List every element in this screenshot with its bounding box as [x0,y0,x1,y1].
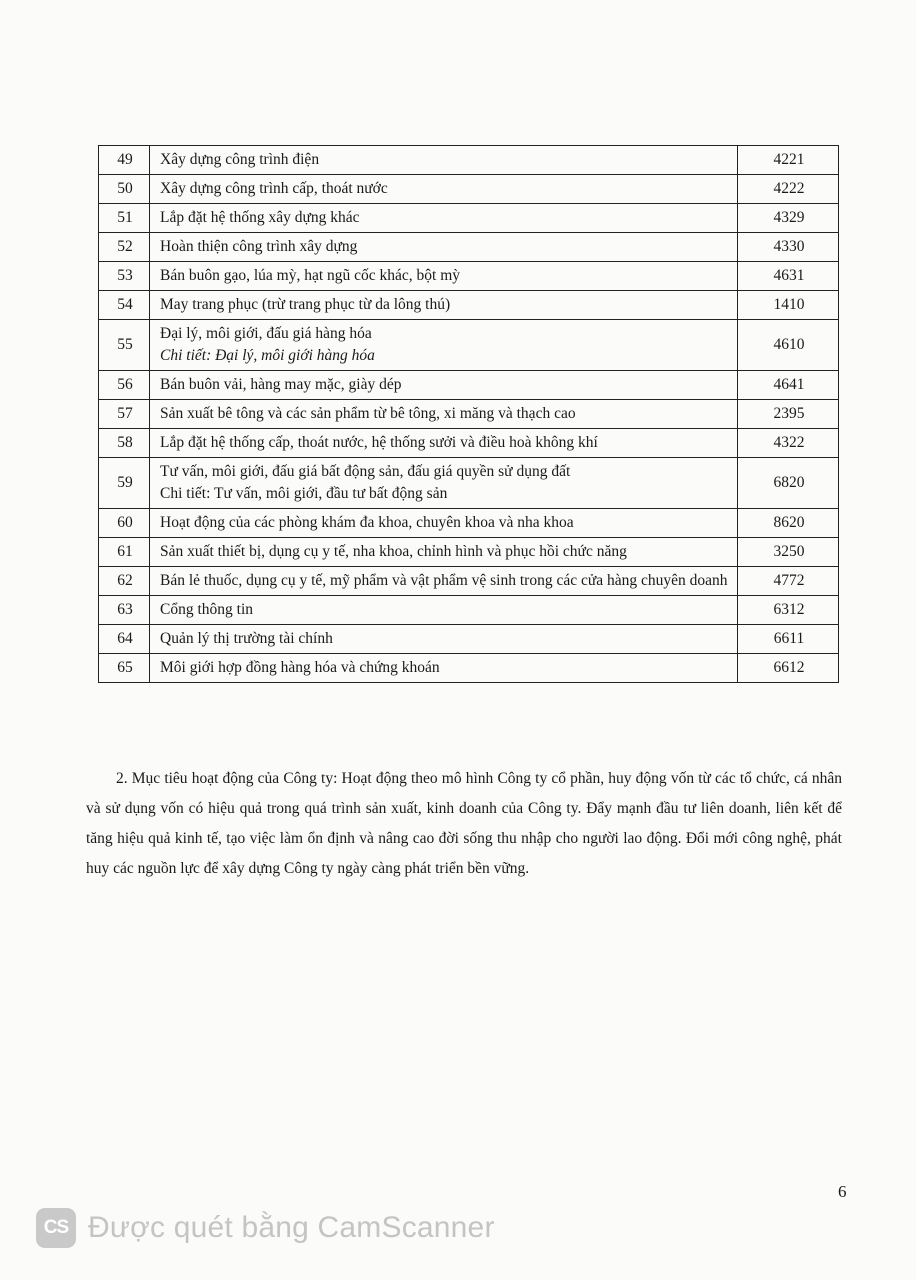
activity-code: 3250 [738,538,839,567]
table-row [99,262,839,291]
activity-code: 4222 [738,175,839,204]
row-number: 52 [99,233,150,262]
activity-code: 4322 [738,429,839,458]
activity-line: Sản xuất thiết bị, dụng cụ y tế, nha khoa, chỉnh hình và phục hồi chức năng [160,543,627,560]
table-row [99,233,839,262]
activity-line: Tư vấn, môi giới, đấu giá bất động sản, đấu giá quyền sử dụng đất [160,463,571,480]
activity-code: 4221 [738,146,839,175]
table-row [99,291,839,320]
table-row [99,204,839,233]
table-row [99,429,839,458]
activity-line: Lắp đặt hệ thống cấp, thoát nước, hệ thống sưởi và điều hoà không khí [160,434,598,451]
activity-line: Đại lý, môi giới, đấu giá hàng hóa [160,325,372,342]
row-number: 49 [99,146,150,175]
activity-line: May trang phục (trừ trang phục từ da lông thú) [160,296,451,313]
activity-name [150,654,738,683]
activity-line: Xây dựng công trình cấp, thoát nước [160,180,388,197]
row-number: 56 [99,371,150,400]
row-number: 53 [99,262,150,291]
activity-name [150,175,738,204]
activity-line: Bán buôn gạo, lúa mỳ, hạt ngũ cốc khác, bột mỳ [160,267,461,284]
activity-code: 4329 [738,204,839,233]
activity-line: Lắp đặt hệ thống xây dựng khác [160,209,360,226]
activity-code: 4772 [738,567,839,596]
activity-line: Hoàn thiện công trình xây dựng [160,238,358,255]
activity-code: 4330 [738,233,839,262]
table-row [99,625,839,654]
table-row [99,400,839,429]
activity-line: Chi tiết: Tư vấn, môi giới, đầu tư bất động sản [160,485,448,502]
activity-name [150,400,738,429]
row-number: 51 [99,204,150,233]
activity-name [150,291,738,320]
row-number: 62 [99,567,150,596]
table-row [99,146,839,175]
activity-line: Hoạt động của các phòng khám đa khoa, chuyên khoa và nha khoa [160,514,574,531]
activity-name [150,233,738,262]
camscanner-watermark [36,1204,495,1252]
table-row [99,320,839,371]
camscanner-logo-icon: CS [36,1208,76,1248]
activity-code: 6820 [738,458,839,509]
activity-code: 2395 [738,400,839,429]
activity-code: 8620 [738,509,839,538]
activity-name [150,538,738,567]
table-row [99,538,839,567]
activity-name [150,146,738,175]
row-number: 55 [99,320,150,371]
row-number: 50 [99,175,150,204]
row-number: 54 [99,291,150,320]
activity-code: 6611 [738,625,839,654]
row-number: 58 [99,429,150,458]
table-body [99,146,839,683]
activity-detail: Chi tiết: Đại lý, môi giới hàng hóa [160,347,375,364]
table-row [99,567,839,596]
activity-name [150,371,738,400]
activity-line: Xây dựng công trình điện [160,151,320,168]
objective-paragraph: 2. Mục tiêu hoạt động của Công ty: Hoạt động theo mô hình Công ty cổ phần, huy động vốn từ các tổ chức, cá nhân và sử dụng vốn có hiệu quả trong quá trình sản xuất, kinh doanh của Công ty. Đẩy mạnh đầu tư liên doanh, liên kết để tăng hiệu quả kinh tế, tạo việc làm ổn định và nâng cao đời sống thu nhập cho người lao động. Đổi mới công nghệ, phát huy các nguồn lực để xây dựng Công ty ngày càng phát triển bền vững. [86,770,842,877]
activity-name [150,567,738,596]
row-number: 59 [99,458,150,509]
activity-name [150,596,738,625]
activity-line: Quản lý thị trường tài chính [160,630,333,647]
activity-code: 4610 [738,320,839,371]
business-activities-table [98,145,839,683]
row-number: 64 [99,625,150,654]
activity-name [150,262,738,291]
row-number: 63 [99,596,150,625]
activity-code: 4641 [738,371,839,400]
activity-line: Bán buôn vải, hàng may mặc, giày dép [160,376,402,393]
table-row [99,175,839,204]
activity-code: 4631 [738,262,839,291]
activity-line: Cổng thông tin [160,601,254,618]
row-number: 65 [99,654,150,683]
table-row [99,371,839,400]
activity-name [150,429,738,458]
activity-name [150,204,738,233]
activity-line: Sản xuất bê tông và các sản phẩm từ bê tông, xi măng và thạch cao [160,405,576,422]
table-row [99,458,839,509]
activity-code: 6312 [738,596,839,625]
row-number: 57 [99,400,150,429]
activity-line: Bán lẻ thuốc, dụng cụ y tế, mỹ phẩm và vật phẩm vệ sinh trong các cửa hàng chuyên doanh [160,572,728,589]
activity-line: Môi giới hợp đồng hàng hóa và chứng khoán [160,659,440,676]
page-number: 6 [838,1182,847,1201]
table-row [99,654,839,683]
activity-code: 1410 [738,291,839,320]
activity-name [150,458,738,509]
row-number: 60 [99,509,150,538]
activity-name [150,509,738,538]
table-row [99,596,839,625]
activity-name [150,625,738,654]
activity-name [150,320,738,371]
table-row [99,509,839,538]
watermark-text: Được quét bằng CamScanner [88,1211,495,1244]
row-number: 61 [99,538,150,567]
activity-code: 6612 [738,654,839,683]
